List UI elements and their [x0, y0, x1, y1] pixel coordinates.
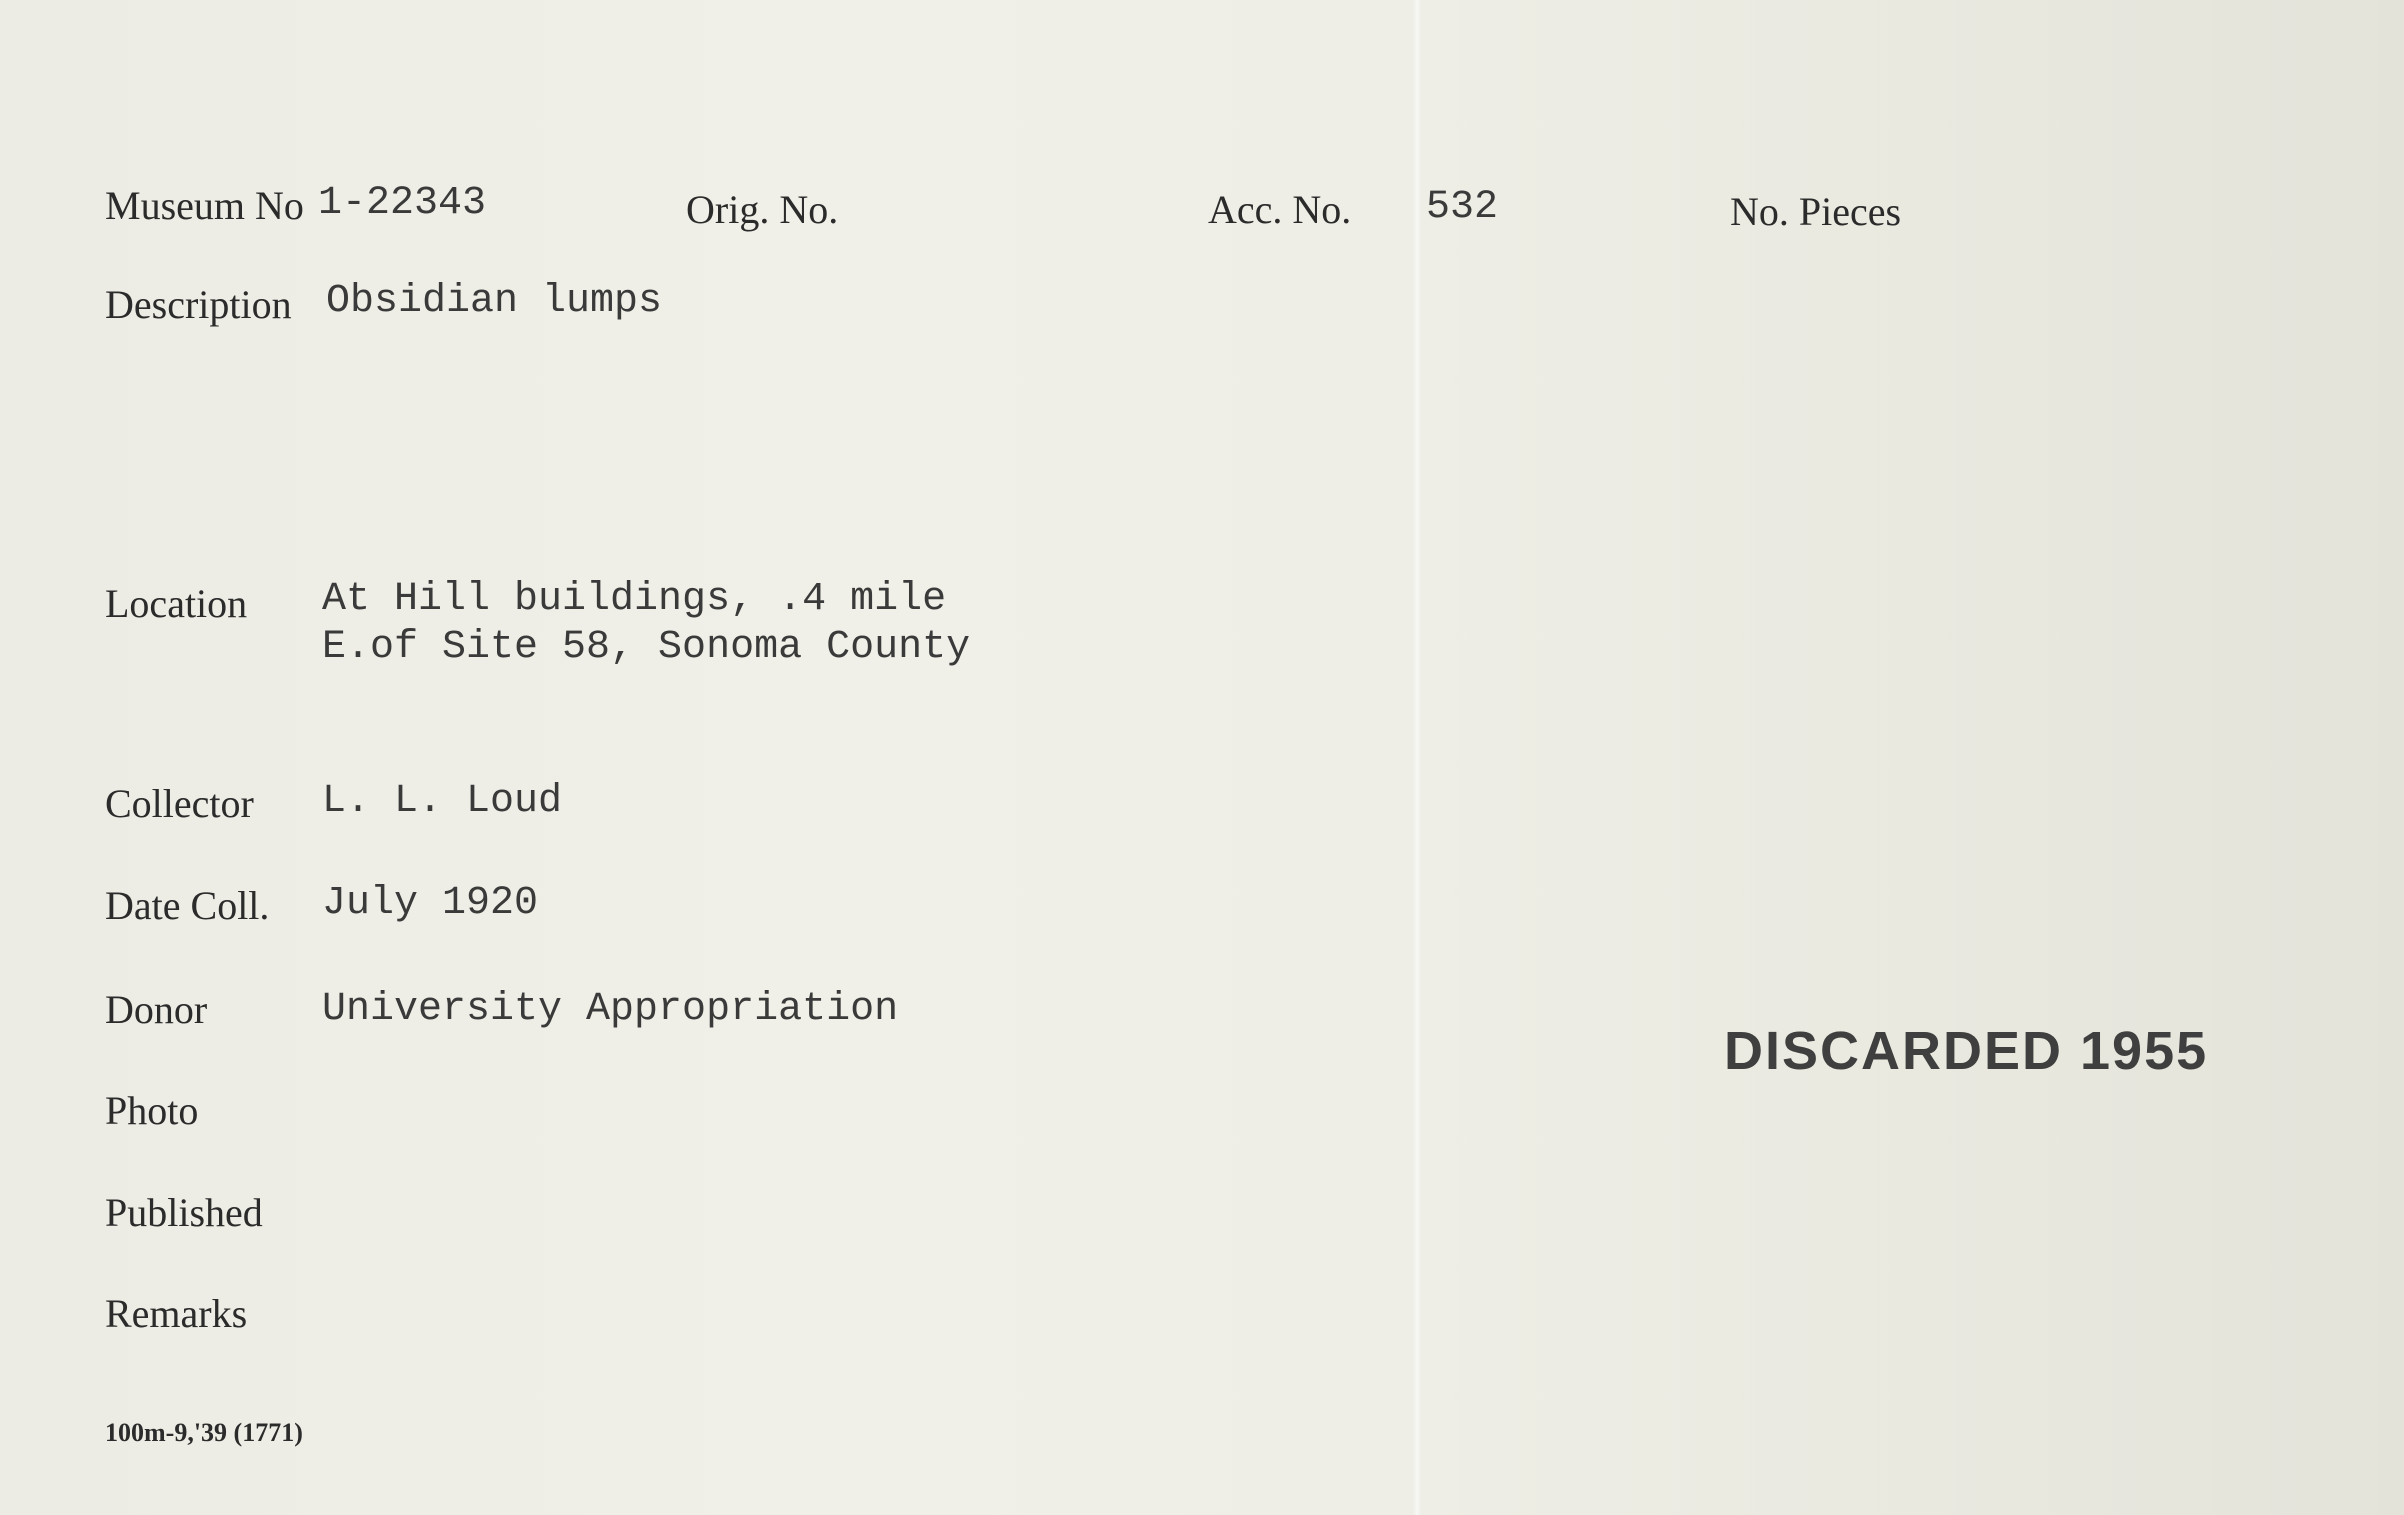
date-coll-label: Date Coll. — [105, 883, 270, 928]
donor-label: Donor — [105, 987, 208, 1032]
discarded-stamp: DISCARDED 1955 — [1724, 1021, 2209, 1081]
collector-value: L. L. Loud — [322, 779, 563, 824]
description-label: Description — [105, 282, 292, 327]
published-label: Published — [105, 1190, 263, 1235]
orig-no-label: Orig. No. — [686, 187, 839, 232]
remarks-label: Remarks — [105, 1291, 248, 1336]
location-value — [322, 576, 970, 672]
donor-value: University Appropriation — [322, 987, 899, 1032]
photo-label: Photo — [105, 1088, 199, 1133]
location-line-2: E.of Site 58, Sonoma County — [322, 625, 971, 670]
date-coll-value: July 1920 — [322, 881, 539, 926]
location-line-1: At Hill buildings, .4 mile — [322, 577, 947, 622]
location-label: Location — [105, 581, 248, 626]
museum-no-label: Museum No — [105, 183, 304, 228]
museum-no-value: 1-22343 — [318, 181, 487, 226]
form-code: 100m-9,'39 (1771) — [105, 1418, 303, 1447]
acc-no-value: 532 — [1426, 185, 1499, 230]
card-fold — [1412, 0, 1422, 1515]
acc-no-label: Acc. No. — [1208, 187, 1352, 232]
no-pieces-label: No. Pieces — [1730, 189, 1902, 234]
collector-label: Collector — [105, 781, 254, 826]
description-value: Obsidian lumps — [326, 279, 663, 324]
